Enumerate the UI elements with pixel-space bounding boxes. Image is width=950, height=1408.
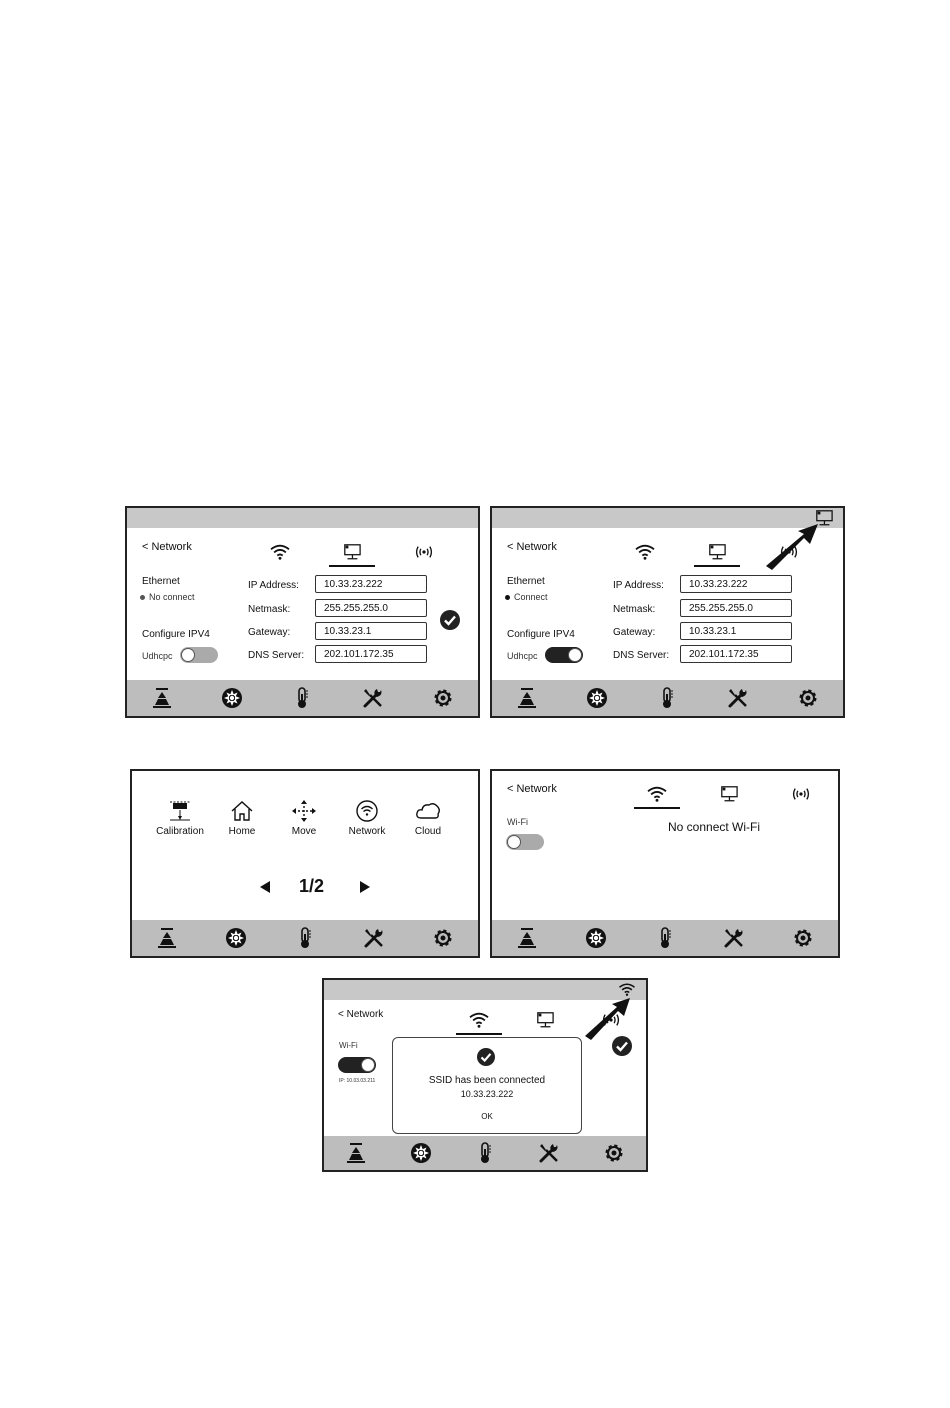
fan-icon[interactable] <box>220 686 244 710</box>
check-icon <box>440 610 460 630</box>
move-icon <box>291 799 317 823</box>
gear-icon[interactable] <box>796 686 820 710</box>
dialog-title: SSID has been connected <box>428 1075 546 1086</box>
thermometer-icon[interactable] <box>653 926 677 950</box>
dns-server-field[interactable]: 202.101.172.35 <box>315 645 427 663</box>
cloud-icon <box>415 799 441 823</box>
network-icon <box>354 799 380 823</box>
cloud-label: Cloud <box>414 826 442 837</box>
tab-ethernet[interactable] <box>706 783 752 805</box>
netmask-label: Netmask: <box>613 604 656 615</box>
home-icon <box>229 799 255 823</box>
netmask-field[interactable]: 255.255.255.0 <box>315 599 427 617</box>
gear-icon[interactable] <box>431 926 455 950</box>
bottom-nav <box>324 1136 646 1170</box>
bottom-nav <box>132 920 478 956</box>
gateway-label: Gateway: <box>613 627 656 638</box>
dialog-ok-button[interactable]: OK <box>481 1112 493 1121</box>
tools-icon[interactable] <box>722 926 746 950</box>
tab-wifi[interactable] <box>257 541 303 563</box>
wifi-icon <box>646 785 668 803</box>
wifi-label: Wi-Fi <box>339 1041 358 1050</box>
bottom-nav <box>492 680 843 716</box>
thermometer-icon[interactable] <box>290 686 314 710</box>
page-indicator: 1/2 <box>299 876 325 896</box>
gear-icon[interactable] <box>602 1141 626 1165</box>
tools-icon[interactable] <box>362 926 386 950</box>
udhcpc-label: Udhcpc <box>507 651 538 661</box>
tab-wifi[interactable] <box>634 783 680 805</box>
fan-icon[interactable] <box>224 926 248 950</box>
wifi-icon <box>468 1011 490 1029</box>
gateway-field[interactable]: 10.33.23.1 <box>680 622 792 640</box>
gateway-label: Gateway: <box>248 627 291 638</box>
tab-hotspot[interactable] <box>401 541 447 563</box>
print-icon[interactable] <box>155 926 179 950</box>
wifi-toggle[interactable] <box>506 834 544 850</box>
print-icon[interactable] <box>515 926 539 950</box>
back-network-button[interactable]: < Network <box>507 541 557 553</box>
wifi-label: Wi-Fi <box>507 817 528 827</box>
udhcpc-toggle[interactable] <box>180 647 218 663</box>
success-check-icon <box>477 1048 495 1066</box>
ethernet-label: Ethernet <box>142 576 180 587</box>
tab-wifi[interactable] <box>622 541 668 563</box>
dns-server-field[interactable]: 202.101.172.35 <box>680 645 792 663</box>
fan-icon[interactable] <box>585 686 609 710</box>
move-button[interactable] <box>274 799 334 837</box>
tools-icon[interactable] <box>537 1141 561 1165</box>
ethernet-icon <box>341 543 363 561</box>
calibration-label: Calibration <box>156 826 204 837</box>
udhcpc-label: Udhcpc <box>142 651 173 661</box>
print-icon[interactable] <box>344 1141 368 1165</box>
move-label: Move <box>291 826 317 837</box>
home-label: Home <box>228 826 256 837</box>
ethernet-icon <box>706 543 728 561</box>
calibration-icon <box>167 799 193 823</box>
back-network-button[interactable]: < Network <box>507 783 557 795</box>
back-network-button[interactable]: < Network <box>142 541 192 553</box>
wifi-toggle[interactable] <box>338 1057 376 1073</box>
ip-address-field[interactable]: 10.33.23.222 <box>680 575 792 593</box>
thermometer-icon[interactable] <box>293 926 317 950</box>
ip-address-label: IP Address: <box>613 580 664 591</box>
print-icon[interactable] <box>515 686 539 710</box>
netmask-label: Netmask: <box>248 604 291 615</box>
thermometer-icon[interactable] <box>655 686 679 710</box>
status-bar <box>127 508 478 528</box>
dialog-ip: 10.33.23.222 <box>460 1089 514 1099</box>
dns-server-label: DNS Server: <box>613 650 670 661</box>
ip-address-field[interactable]: 10.33.23.222 <box>315 575 427 593</box>
home-button[interactable] <box>212 799 272 837</box>
tab-ethernet[interactable] <box>522 1009 568 1031</box>
hotspot-icon <box>790 785 812 803</box>
ethernet-icon <box>534 1011 556 1029</box>
pointer-arrow-icon <box>762 522 822 570</box>
ethernet-icon <box>718 785 740 803</box>
thermometer-icon[interactable] <box>473 1141 497 1165</box>
wifi-ip-small: IP: 10.03.03.211 <box>339 1078 376 1084</box>
fan-icon[interactable] <box>409 1141 433 1165</box>
network-label: Network <box>348 826 386 837</box>
tab-ethernet[interactable] <box>329 541 375 563</box>
next-page-icon[interactable] <box>358 880 372 894</box>
prev-page-icon[interactable] <box>258 880 272 894</box>
bottom-nav <box>127 680 478 716</box>
ip-address-label: IP Address: <box>248 580 299 591</box>
tools-icon[interactable] <box>726 686 750 710</box>
screen-ethernet-connect <box>490 506 845 718</box>
ethernet-status-text: Connect <box>514 592 548 602</box>
pointer-arrow-icon <box>582 996 632 1040</box>
screen-wifi-connected <box>322 978 648 1172</box>
gateway-field[interactable]: 10.33.23.1 <box>315 622 427 640</box>
ethernet-status <box>140 592 195 602</box>
fan-icon[interactable] <box>584 926 608 950</box>
print-icon[interactable] <box>150 686 174 710</box>
cloud-button[interactable] <box>398 799 458 837</box>
back-network-button[interactable]: < Network <box>338 1009 384 1020</box>
ethernet-label: Ethernet <box>507 576 545 587</box>
tab-hotspot[interactable] <box>778 783 824 805</box>
wifi-icon <box>634 543 656 561</box>
configure-ipv4-label: Configure IPV4 <box>142 629 210 640</box>
no-connect-wifi-text: No connect Wi-Fi <box>668 820 761 834</box>
gear-icon[interactable] <box>791 926 815 950</box>
hotspot-icon <box>413 543 435 561</box>
calibration-button[interactable] <box>150 799 210 837</box>
configure-ipv4-label: Configure IPV4 <box>507 629 575 640</box>
ethernet-status-text: No connect <box>149 592 195 602</box>
screen-wifi-off <box>490 769 840 958</box>
netmask-field[interactable]: 255.255.255.0 <box>680 599 792 617</box>
gear-icon[interactable] <box>431 686 455 710</box>
tab-ethernet[interactable] <box>694 541 740 563</box>
confirm-check-button[interactable] <box>440 610 460 630</box>
tools-icon[interactable] <box>361 686 385 710</box>
tab-wifi[interactable] <box>456 1009 502 1031</box>
wifi-status-icon <box>618 982 636 997</box>
dns-server-label: DNS Server: <box>248 650 305 661</box>
screen-ethernet-no-connect <box>125 506 480 718</box>
udhcpc-toggle[interactable] <box>545 647 583 663</box>
bottom-nav <box>492 920 838 956</box>
wifi-icon <box>269 543 291 561</box>
screen-home-menu <box>130 769 480 958</box>
connected-dialog <box>392 1037 582 1134</box>
network-button[interactable] <box>337 799 397 837</box>
ethernet-status <box>505 592 548 602</box>
